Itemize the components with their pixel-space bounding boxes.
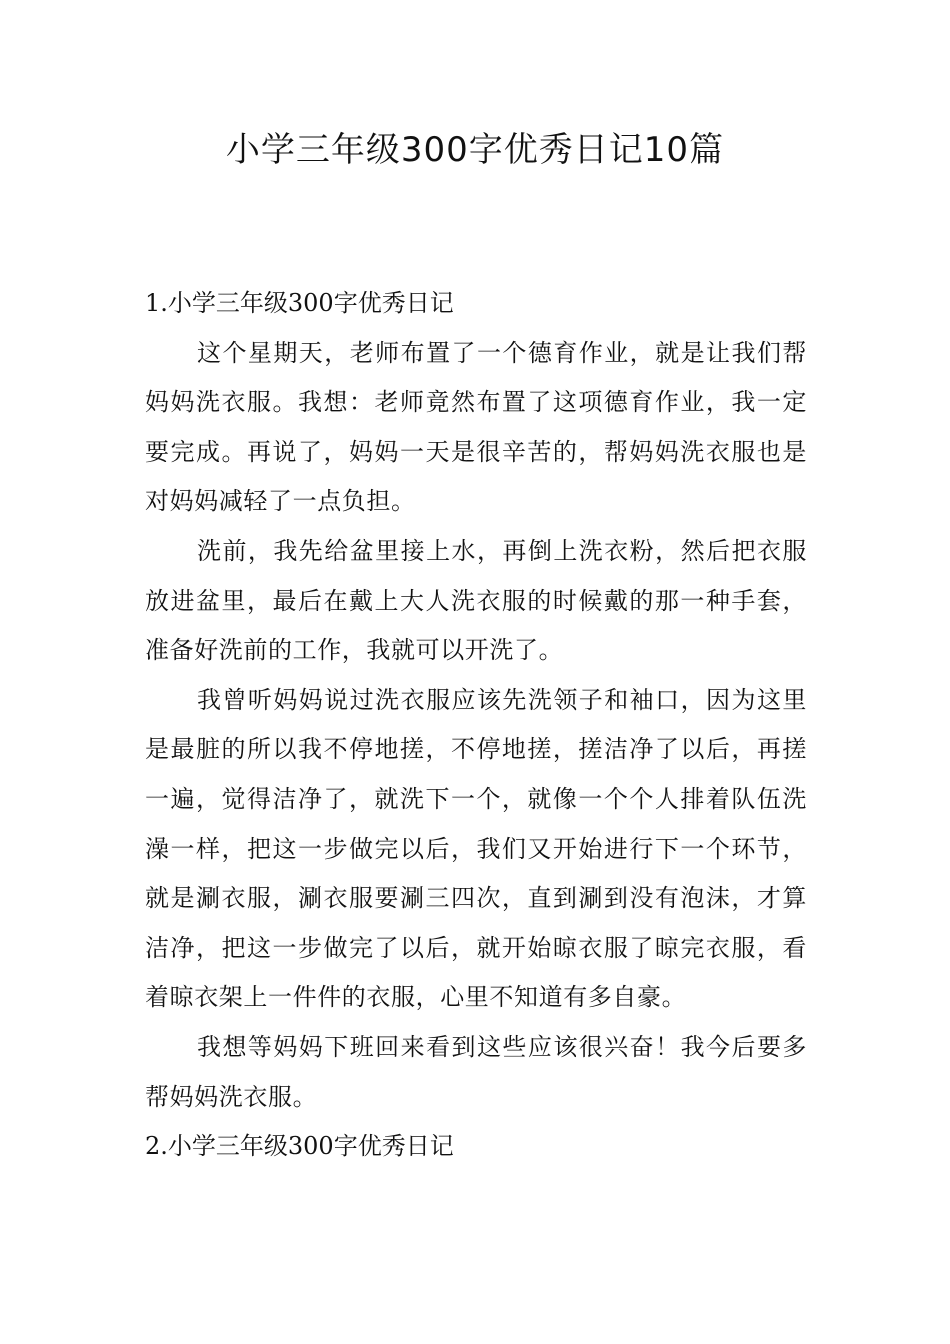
paragraph: 我曾听妈妈说过洗衣服应该先洗领子和袖口，因为这里是最脏的所以我不停地搓，不停地搓，搓洁净了以后，再搓一遍，觉得洁净了，就洗下一个，就像一个个人排着队伍洗澡一样，把这一步做完以后，我们又开始进行下一个环节，就是涮衣服，涮衣服要涮三四次，直到涮到没有泡沫，才算洁净，把这一步做完了以后，就开始晾衣服了晾完衣服，看着晾衣架上一件件的衣服，心里不知道有多自豪。 <box>145 685 807 1012</box>
paragraph: 我想等妈妈下班回来看到这些应该很兴奋！我今后要多帮妈妈洗衣服。 <box>145 1032 807 1111</box>
paragraph: 洗前，我先给盆里接上水，再倒上洗衣粉，然后把衣服放进盆里，最后在戴上大人洗衣服的时候戴的那一种手套，准备好洗前的工作，我就可以开洗了。 <box>145 536 807 665</box>
document-title: 小学三年级300字优秀日记10篇 <box>225 130 725 170</box>
section-heading-2: 2.小学三年级300字优秀日记 <box>145 1132 454 1161</box>
section-heading-1: 1.小学三年级300字优秀日记 <box>145 289 454 317</box>
paragraph: 这个星期天，老师布置了一个德育作业，就是让我们帮妈妈洗衣服。我想：老师竟然布置了这项德育作业，我一定要完成。再说了，妈妈一天是很辛苦的，帮妈妈洗衣服也是对妈妈减轻了一点负担。 <box>145 338 807 516</box>
document-body <box>145 279 807 1172</box>
